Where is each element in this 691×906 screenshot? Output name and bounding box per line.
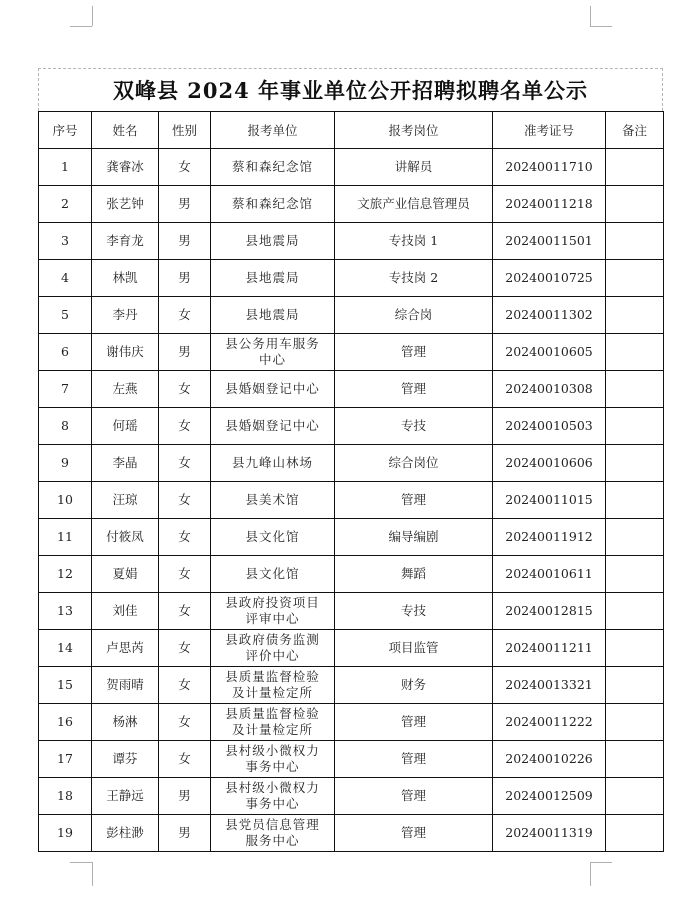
cell-exam-id: 20240010611: [493, 556, 606, 593]
cell-no: 13: [39, 593, 92, 630]
table-row: [39, 667, 664, 704]
cell-note: [606, 334, 664, 371]
cell-note: [606, 482, 664, 519]
cell-post: 管理: [335, 482, 493, 519]
cell-gender: 女: [159, 556, 211, 593]
cell-no: 8: [39, 408, 92, 445]
cell-exam-id: 20240010606: [493, 445, 606, 482]
crop-mark-top-right: [590, 6, 591, 26]
cell-note: [606, 778, 664, 815]
cell-exam-id: 20240012509: [493, 778, 606, 815]
cell-post: 专技: [335, 593, 493, 630]
cell-name: 李晶: [92, 445, 159, 482]
table-row: [39, 445, 664, 482]
table-row: [39, 630, 664, 667]
cell-gender: 男: [159, 334, 211, 371]
cell-unit: [211, 223, 335, 260]
table-row: [39, 704, 664, 741]
cell-note: [606, 630, 664, 667]
cell-name: 刘佳: [92, 593, 159, 630]
crop-mark-bottom-left: [92, 862, 93, 886]
header-unit: 报考单位: [211, 112, 335, 149]
cell-name: 夏娟: [92, 556, 159, 593]
unit-text: 县地震局: [245, 270, 300, 285]
document-page: [38, 68, 663, 852]
cell-name: 龚睿冰: [92, 149, 159, 186]
header-no: 序号: [39, 112, 92, 149]
cell-post: 管理: [335, 741, 493, 778]
cell-no: 6: [39, 334, 92, 371]
cell-exam-id: 20240011710: [493, 149, 606, 186]
cell-no: 17: [39, 741, 92, 778]
cell-name: 付筱凤: [92, 519, 159, 556]
title-box: [38, 68, 663, 111]
unit-text: 县婚姻登记中心: [225, 418, 320, 433]
cell-name: 汪琼: [92, 482, 159, 519]
cell-post: 管理: [335, 371, 493, 408]
cell-post: 管理: [335, 334, 493, 371]
unit-text: 县美术馆: [245, 492, 300, 507]
cell-unit: [211, 260, 335, 297]
cell-name: 杨淋: [92, 704, 159, 741]
cell-note: [606, 149, 664, 186]
table-row: [39, 778, 664, 815]
cell-note: [606, 297, 664, 334]
cell-unit: [211, 334, 335, 371]
cell-note: [606, 519, 664, 556]
cell-exam-id: 20240011015: [493, 482, 606, 519]
cell-gender: 女: [159, 297, 211, 334]
cell-gender: 女: [159, 408, 211, 445]
cell-unit: [211, 371, 335, 408]
header-name: 姓名: [92, 112, 159, 149]
cell-gender: 女: [159, 630, 211, 667]
cell-unit: [211, 297, 335, 334]
cell-name: 何瑶: [92, 408, 159, 445]
table-row: [39, 482, 664, 519]
table-row: [39, 408, 664, 445]
cell-unit: [211, 667, 335, 704]
cell-note: [606, 223, 664, 260]
cell-gender: 男: [159, 186, 211, 223]
unit-text: 县党员信息管理服务中心: [225, 817, 320, 848]
cell-unit: [211, 630, 335, 667]
cell-no: 3: [39, 223, 92, 260]
cell-unit: [211, 778, 335, 815]
cell-unit: [211, 556, 335, 593]
cell-gender: 女: [159, 149, 211, 186]
cell-unit: [211, 149, 335, 186]
cell-exam-id: 20240011501: [493, 223, 606, 260]
cell-exam-id: 20240011218: [493, 186, 606, 223]
cell-post: 编导编剧: [335, 519, 493, 556]
cell-gender: 女: [159, 741, 211, 778]
cell-unit: [211, 186, 335, 223]
cell-note: [606, 704, 664, 741]
cell-name: 谭芬: [92, 741, 159, 778]
cell-gender: 女: [159, 482, 211, 519]
cell-unit: [211, 741, 335, 778]
cell-no: 12: [39, 556, 92, 593]
unit-text: 县文化馆: [245, 529, 300, 544]
table-body: [39, 149, 664, 852]
cell-gender: 男: [159, 260, 211, 297]
cell-post: 项目监管: [335, 630, 493, 667]
cell-exam-id: 20240010503: [493, 408, 606, 445]
cell-no: 10: [39, 482, 92, 519]
cell-no: 16: [39, 704, 92, 741]
cell-no: 14: [39, 630, 92, 667]
crop-mark-top-left: [70, 26, 92, 27]
cell-note: [606, 408, 664, 445]
cell-post: 专技: [335, 408, 493, 445]
cell-post: 综合岗: [335, 297, 493, 334]
unit-text: 县婚姻登记中心: [225, 381, 320, 396]
unit-text: 县质量监督检验及计量检定所: [225, 706, 320, 737]
table-row: [39, 556, 664, 593]
table-row: [39, 260, 664, 297]
cell-name: 李育龙: [92, 223, 159, 260]
cell-post: 讲解员: [335, 149, 493, 186]
cell-no: 9: [39, 445, 92, 482]
cell-note: [606, 741, 664, 778]
unit-text: 县文化馆: [245, 566, 300, 581]
cell-note: [606, 371, 664, 408]
table-row: [39, 149, 664, 186]
cell-name: 张艺钟: [92, 186, 159, 223]
cell-post: 财务: [335, 667, 493, 704]
cell-post: 管理: [335, 704, 493, 741]
table-header-row: [39, 112, 664, 149]
cell-post: 管理: [335, 815, 493, 852]
cell-post: 专技岗 2: [335, 260, 493, 297]
cell-no: 7: [39, 371, 92, 408]
table-row: [39, 334, 664, 371]
unit-text: 县地震局: [245, 233, 300, 248]
cell-unit: [211, 704, 335, 741]
cell-exam-id: 20240011912: [493, 519, 606, 556]
cell-note: [606, 556, 664, 593]
cell-unit: [211, 593, 335, 630]
cell-exam-id: 20240011319: [493, 815, 606, 852]
table-row: [39, 371, 664, 408]
cell-exam-id: 20240010725: [493, 260, 606, 297]
cell-no: 18: [39, 778, 92, 815]
cell-post: 管理: [335, 778, 493, 815]
table-row: [39, 815, 664, 852]
table-row: [39, 297, 664, 334]
cell-gender: 男: [159, 778, 211, 815]
cell-exam-id: 20240011222: [493, 704, 606, 741]
unit-text: 县村级小微权力事务中心: [225, 743, 320, 774]
cell-exam-id: 20240010226: [493, 741, 606, 778]
cell-note: [606, 815, 664, 852]
unit-text: 县政府投资项目评审中心: [225, 595, 320, 626]
cell-unit: [211, 482, 335, 519]
cell-exam-id: 20240013321: [493, 667, 606, 704]
cell-gender: 女: [159, 593, 211, 630]
cell-unit: [211, 815, 335, 852]
crop-mark-top-right: [590, 26, 612, 27]
header-post: 报考岗位: [335, 112, 493, 149]
table-row: [39, 593, 664, 630]
crop-mark-bottom-right: [590, 862, 591, 886]
cell-name: 贺雨晴: [92, 667, 159, 704]
unit-text: 蔡和森纪念馆: [231, 159, 313, 174]
cell-note: [606, 667, 664, 704]
header-note: 备注: [606, 112, 664, 149]
unit-text: 县村级小微权力事务中心: [225, 780, 320, 811]
unit-text: 蔡和森纪念馆: [231, 196, 313, 211]
cell-note: [606, 445, 664, 482]
header-gender: 性别: [159, 112, 211, 149]
cell-name: 李丹: [92, 297, 159, 334]
cell-exam-id: 20240011211: [493, 630, 606, 667]
cell-note: [606, 260, 664, 297]
cell-gender: 女: [159, 667, 211, 704]
cell-gender: 女: [159, 371, 211, 408]
cell-gender: 女: [159, 519, 211, 556]
cell-gender: 男: [159, 223, 211, 260]
crop-mark-bottom-left: [70, 862, 92, 863]
cell-unit: [211, 519, 335, 556]
unit-text: 县九峰山林场: [231, 455, 313, 470]
cell-name: 王静远: [92, 778, 159, 815]
table-row: [39, 186, 664, 223]
cell-name: 林凯: [92, 260, 159, 297]
cell-gender: 男: [159, 815, 211, 852]
cell-post: 专技岗 1: [335, 223, 493, 260]
crop-mark-bottom-right: [590, 862, 612, 863]
table-row: [39, 741, 664, 778]
cell-no: 11: [39, 519, 92, 556]
cell-name: 左燕: [92, 371, 159, 408]
cell-post: 舞蹈: [335, 556, 493, 593]
cell-gender: 女: [159, 704, 211, 741]
cell-exam-id: 20240010605: [493, 334, 606, 371]
cell-note: [606, 186, 664, 223]
cell-gender: 女: [159, 445, 211, 482]
cell-no: 1: [39, 149, 92, 186]
cell-no: 15: [39, 667, 92, 704]
cell-name: 卢思芮: [92, 630, 159, 667]
cell-exam-id: 20240011302: [493, 297, 606, 334]
cell-unit: [211, 408, 335, 445]
unit-text: 县政府债务监测评价中心: [225, 632, 320, 663]
cell-post: 文旅产业信息管理员: [335, 186, 493, 223]
cell-note: [606, 593, 664, 630]
unit-text: 县公务用车服务中心: [225, 336, 320, 367]
document-title: 双峰县 2024 年事业单位公开招聘拟聘名单公示: [112, 78, 589, 103]
cell-exam-id: 20240012815: [493, 593, 606, 630]
crop-mark-top-left: [92, 6, 93, 26]
table-row: [39, 519, 664, 556]
cell-no: 4: [39, 260, 92, 297]
unit-text: 县质量监督检验及计量检定所: [225, 669, 320, 700]
cell-name: 谢伟庆: [92, 334, 159, 371]
unit-text: 县地震局: [245, 307, 300, 322]
cell-name: 彭柱渺: [92, 815, 159, 852]
cell-no: 2: [39, 186, 92, 223]
header-exam-id: 准考证号: [493, 112, 606, 149]
table-row: [39, 223, 664, 260]
cell-no: 19: [39, 815, 92, 852]
cell-unit: [211, 445, 335, 482]
recruitment-table: [38, 111, 664, 852]
cell-exam-id: 20240010308: [493, 371, 606, 408]
cell-post: 综合岗位: [335, 445, 493, 482]
cell-no: 5: [39, 297, 92, 334]
